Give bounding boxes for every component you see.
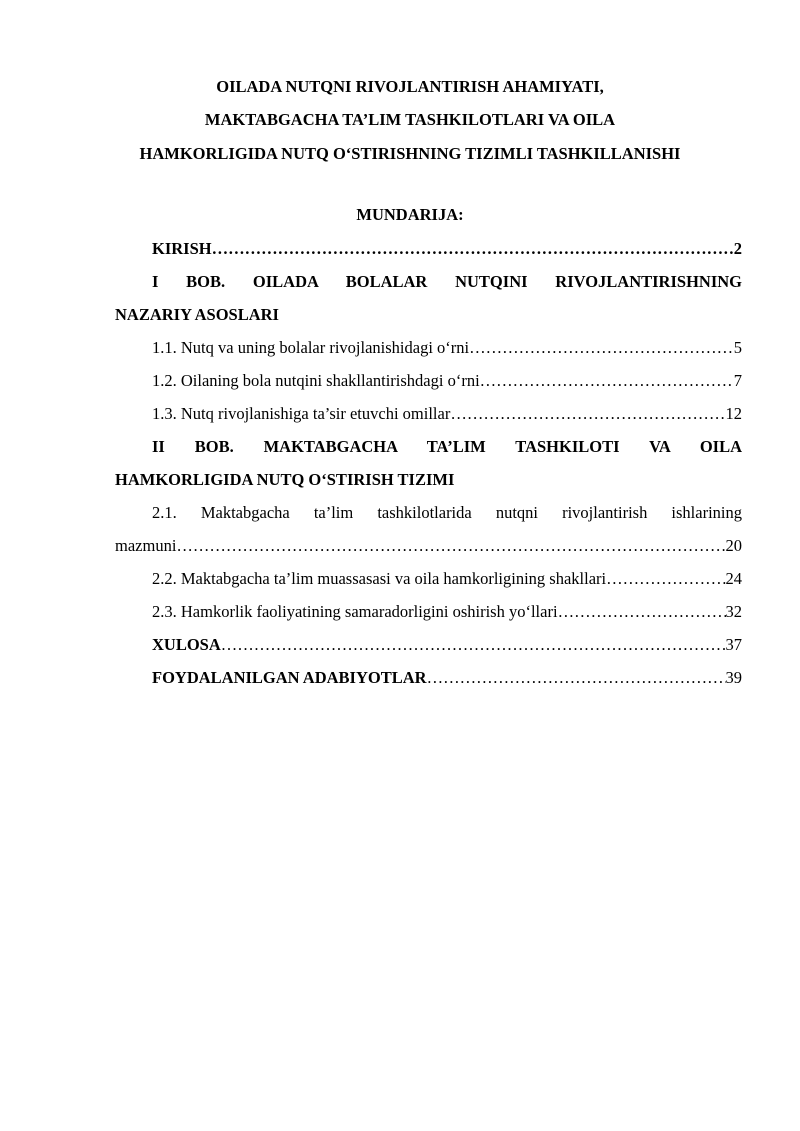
dot-leader xyxy=(221,633,726,657)
toc-entry-1-1 xyxy=(152,336,742,360)
toc-page-number: 20 xyxy=(725,536,742,555)
dot-leader xyxy=(176,534,725,558)
toc-entry-label: 1.1. Nutq va uning bolalar rivojlanishidagi o‘rni xyxy=(152,338,470,357)
toc-entry-xulosa xyxy=(152,633,742,657)
toc-entry-2-3 xyxy=(152,600,742,624)
chapter2-heading-line2: HAMKORLIGIDA NUTQ O‘STIRISH TIZIMI xyxy=(115,470,455,489)
toc-entry-1-3 xyxy=(152,402,742,426)
toc-entry-label: 2.3. Hamkorlik faoliyatining samaradorligini oshirish yo‘llari xyxy=(152,602,558,621)
toc-entry-label: FOYDALANILGAN ADABIYOTLAR xyxy=(152,668,427,687)
dot-leader xyxy=(212,237,734,261)
toc-page-number: 5 xyxy=(733,338,742,357)
contents-heading: MUNDARIJA: xyxy=(356,205,464,224)
toc-entry-label: mazmuni xyxy=(115,536,177,555)
toc-entry-2-2 xyxy=(152,567,742,591)
dot-leader xyxy=(480,369,734,393)
toc-entry-1-2 xyxy=(152,369,742,393)
toc-page-number: 12 xyxy=(725,404,742,423)
toc-page-number: 7 xyxy=(733,371,742,390)
toc-page-number: 39 xyxy=(725,668,742,687)
toc-entry-label: 1.3. Nutq rivojlanishiga ta’sir etuvchi omillar xyxy=(152,404,451,423)
toc-page-number: 37 xyxy=(725,635,742,654)
title-line-1: OILADA NUTQNI RIVOJLANTIRISH AHAMIYATI, xyxy=(216,77,604,96)
toc-page-number: 24 xyxy=(725,569,742,588)
dot-leader xyxy=(469,336,734,360)
toc-entry-kirish xyxy=(152,237,742,261)
toc-entry-2-1 xyxy=(115,534,742,558)
toc-entry-adabiyotlar xyxy=(152,666,742,690)
chapter2-heading-line1: II BOB. MAKTABGACHA TA’LIM TASHKILOTI VA OILA xyxy=(152,437,742,456)
toc-entry-label: 2.2. Maktabgacha ta’lim muassasasi va oila hamkorligining shakllari xyxy=(152,569,607,588)
title-line-3: HAMKORLIGIDA NUTQ O‘STIRISHNING TIZIMLI TASHKILLANISHI xyxy=(139,144,681,163)
dot-leader xyxy=(450,402,725,426)
toc-entry-label: KIRISH xyxy=(152,239,212,258)
title-line-2: MAKTABGACHA TA’LIM TASHKILOTLARI VA OILA xyxy=(204,110,616,129)
toc-page-number: 32 xyxy=(725,602,742,621)
toc-page-number: 2 xyxy=(733,239,742,258)
chapter1-heading-line1: I BOB. OILADA BOLALAR NUTQINI RIVOJLANTIRISHNING xyxy=(152,272,742,291)
dot-leader xyxy=(558,600,726,624)
dot-leader xyxy=(606,567,725,591)
chapter1-heading-line2: NAZARIY ASOSLARI xyxy=(115,305,279,324)
toc-entry-2-1-line1: 2.1. Maktabgacha ta’lim tashkilotlarida nutqni rivojlantirish ishlarining xyxy=(152,503,742,522)
toc-entry-label: XULOSA xyxy=(152,635,221,654)
toc-entry-label: 1.2. Oilaning bola nutqini shakllantirishdagi o‘rni xyxy=(152,371,480,390)
dot-leader xyxy=(427,666,726,690)
